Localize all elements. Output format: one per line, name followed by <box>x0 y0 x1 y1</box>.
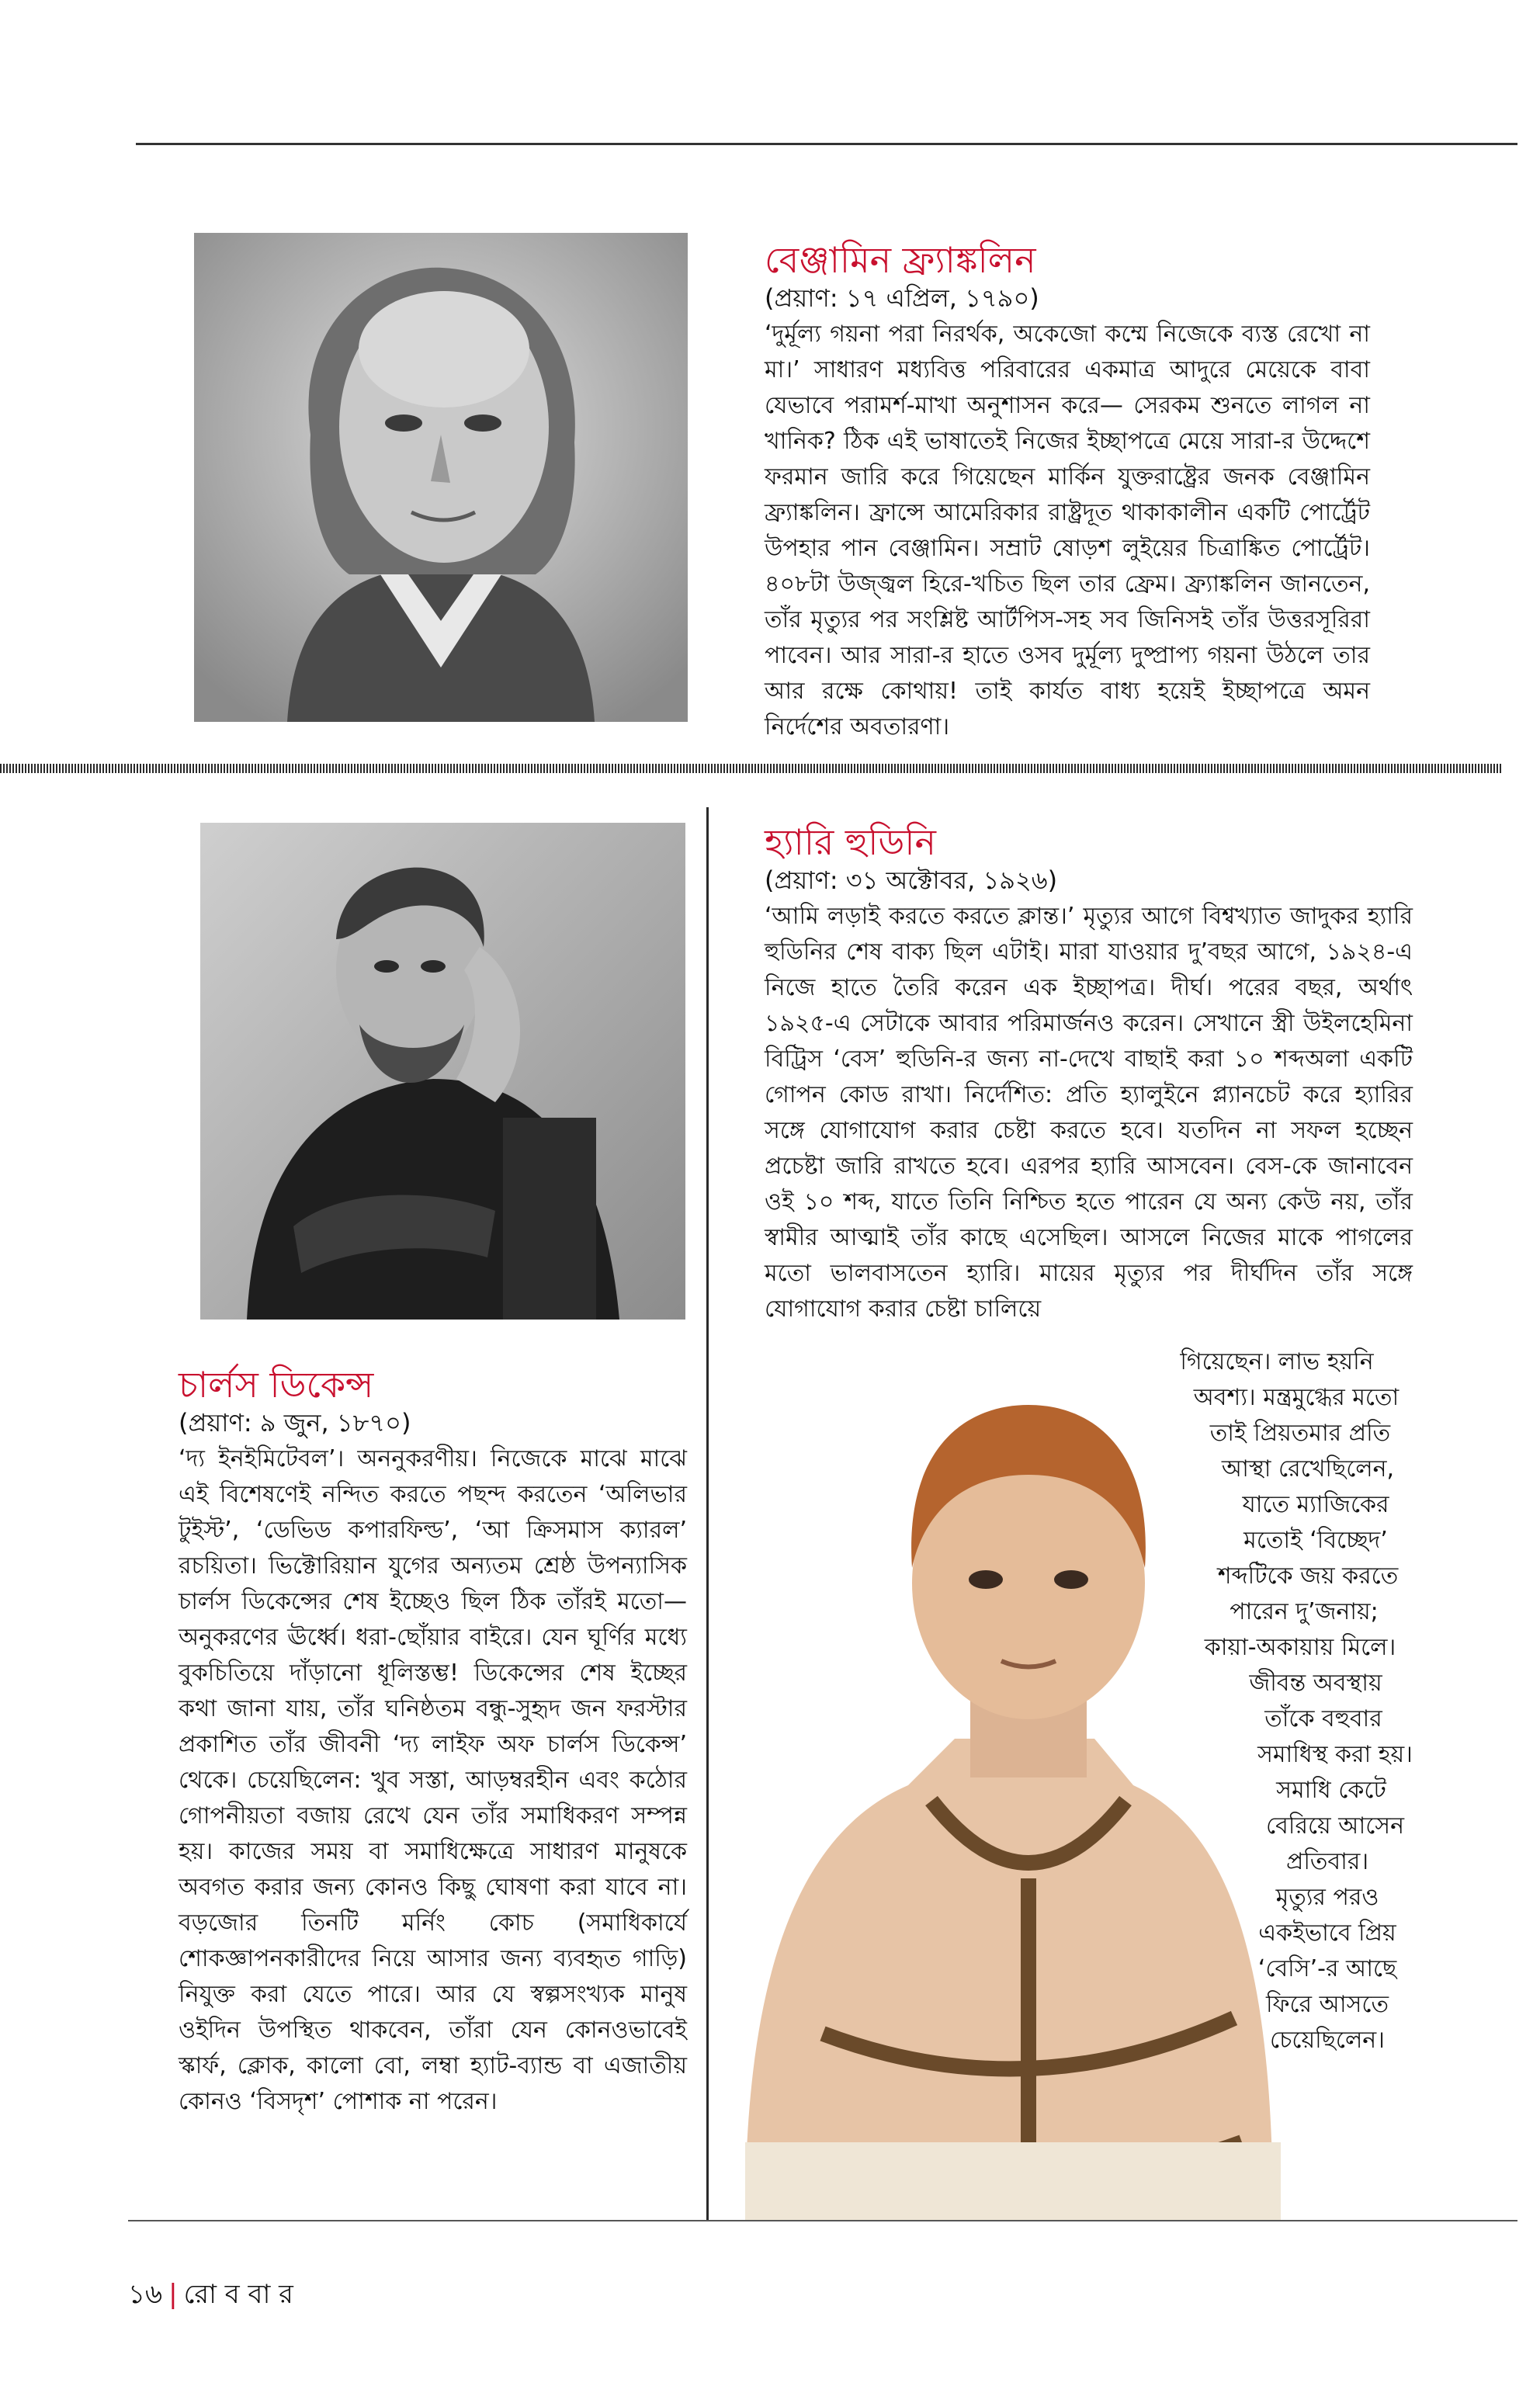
franklin-article <box>765 238 1370 745</box>
franklin-headline: বেঞ্জামিন ফ্র্যাঙ্কলিন <box>765 239 1036 281</box>
houdini-wrap-line-7: শব্দটিকে জয় করতে <box>1217 1562 1399 1590</box>
houdini-wrap-line-6: মতোই ‘বিচ্ছেদ’ <box>1243 1527 1388 1554</box>
section-divider <box>0 764 1502 773</box>
houdini-wrap-line-3: তাই প্রিয়তমার প্রতি <box>1209 1420 1391 1447</box>
houdini-wrap-line-13: সমাধি কেটে <box>1276 1777 1386 1804</box>
houdini-wrap-line-17: একইভাবে প্রিয় <box>1258 1920 1396 1947</box>
column-divider <box>706 807 709 2220</box>
houdini-article <box>765 820 1413 1327</box>
franklin-portrait <box>194 233 688 722</box>
houdini-wrap-line-4: আস্থা রেখেছিলেন, <box>1221 1455 1395 1483</box>
houdini-wrap-line-11: তাঁকে বহুবার <box>1264 1705 1382 1732</box>
houdini-wrap-line-12: সমাধিস্থ করা হয়। <box>1257 1741 1413 1768</box>
houdini-wrap-line-20: চেয়েছিলেন। <box>1270 2027 1385 2054</box>
houdini-body: ‘আমি লড়াই করতে করতে ক্লান্ত।’ মৃত্যুর আগে বিশ্বখ্যাত জাদুকর হ্যারি হুডিনির শেষ বাক্য ছিল এটাই। মারা যাওয়ার দু’বছর আগে, ১৯২৪-এ নিজে হাতে তৈরি করেন এক ইচ্ছাপত্র। দীর্ঘ। পরের বছর, অর্থাৎ ১৯২৫-এ সেটাকে আবার পরিমার্জনও করেন। সেখানে স্ত্রী উইলহেমিনা বিট্রিস ‘বেস’ হুডিনি-র জন্য না-দেখে বাছাই করা ১০ শব্দঅলা একটি গোপন কোড রাখা। নির্দেশিত: প্রতি হ্যালুইনে প্ল্যানচেট করে হ্যারির সঙ্গে যোগাযোগ করার চেষ্টা করতে হবে। যতদিন না সফল হচ্ছেন প্রচেষ্টা জারি রাখতে হবে। এরপর হ্যারি আসবেন। বেস-কে জানাবেন ওই ১০ শব্দ, যাতে তিনি নিশ্চিত হতে পারেন যে অন্য কেউ নয়, তাঁর স্বামীর আত্মাই তাঁর কাছে এসেছিল। আসলে নিজের মাকে পাগলের মতো ভালবাসতেন হ্যারি। মায়ের মৃত্যুর পর দীর্ঘদিন তাঁর সঙ্গে যোগাযোগ করার চেষ্টা চালিয়ে <box>765 903 1413 1323</box>
dickens-body: ‘দ্য ইনইমিটেবল’। অননুকরণীয়। নিজেকে মাঝে মাঝে এই বিশেষণেই নন্দিত করতে পছন্দ করতেন ‘অলিভার টুইস্ট’, ‘ডেভিড কপারফিল্ড’, ‘আ ক্রিসমাস ক্যারল’ রচয়িতা। ভিক্টোরিয়ান যুগের অন্যতম শ্রেষ্ঠ উপন্যাসিক চার্লস ডিকেন্সের শেষ ইচ্ছেও ছিল ঠিক তাঁরই মতো— অনুকরণের ঊর্ধ্বে। ধরা-ছোঁয়ার বাইরে। যেন ঘূর্ণির মধ্যে বুকচিতিয়ে দাঁড়ানো ধূলিস্তম্ভ! ডিকেন্সের শেষ ইচ্ছের কথা জানা যায়, তাঁর ঘনিষ্ঠতম বন্ধু-সুহৃদ জন ফরস্টার প্রকাশিত তাঁর জীবনী ‘দ্য লাইফ অফ চার্লস ডিকেন্স’ থেকে। চেয়েছিলেন: খুব সস্তা, আড়ম্বরহীন এবং কঠোর গোপনীয়তা বজায় রেখে যেন তাঁর সমাধিকরণ সম্পন্ন হয়। কাজের সময় বা সমাধিক্ষেত্রে সাধারণ মানুষকে অবগত করার জন্য কোনও কিছু ঘোষণা করা যাবে না। বড়জোর তিনটি মর্নিং কোচ (সমাধিকার্যে শোকজ্ঞাপনকারীদের নিয়ে আসার জন্য ব্যবহৃত গাড়ি) নিযুক্ত করা যেতে পারে। আর যে স্বল্পসংখ্যক মানুষ ওইদিন উপস্থিত থাকবেন, তাঁরা যেন কোনওভাবেই স্কার্ফ, ক্লোক, কালো বো, লম্বা হ্যাট-ব্যান্ড বা এজাতীয় কোনও ‘বিসদৃশ’ পোশাক না পরেন। <box>179 1445 687 2115</box>
magazine-name: রো ব বা র <box>183 2279 293 2310</box>
houdini-wrap-line-1: গিয়েছেন। লাভ হয়নি <box>1180 1348 1374 1375</box>
top-rule <box>136 143 1517 145</box>
houdini-wrap-line-10: জীবন্ত অবস্থায় <box>1249 1670 1382 1697</box>
houdini-wrap-line-15: প্রতিবার। <box>1285 1848 1369 1875</box>
houdini-wrap-line-18: ‘বেসি’-র আছে <box>1257 1955 1397 1982</box>
page-footer <box>128 2274 293 2318</box>
footer-separator: | <box>168 2279 178 2310</box>
dickens-dates: (প্রয়াণ: ৯ জুন, ১৮৭০) <box>179 1408 411 1438</box>
houdini-wrap-line-5: যাতে ম্যাজিকের <box>1242 1491 1389 1518</box>
dickens-portrait <box>200 823 685 1320</box>
dickens-headline: চার্লস ডিকেন্স <box>179 1364 374 1406</box>
houdini-wrap-line-8: পারেন দু’জনায়; <box>1230 1598 1379 1625</box>
dickens-article <box>179 1362 687 2120</box>
houdini-dates: (প্রয়াণ: ৩১ অক্টোবর, ১৯২৬) <box>765 865 1058 895</box>
houdini-wrap-line-19: ফিরে আসতে <box>1266 1991 1389 2018</box>
houdini-headline: হ্যারি হুডিনি <box>765 821 936 863</box>
franklin-body: ‘দুর্মূল্য গয়না পরা নিরর্থক, অকেজো কম্মে নিজেকে ব্যস্ত রেখো না মা।’ সাধারণ মধ্যবিত্ত পরিবারের একমাত্র আদুরে মেয়েকে বাবা যেভাবে পরামর্শ-মাখা অনুশাসন করে— সেরকম শুনতে লাগল না খানিক? ঠিক এই ভাষাতেই নিজের ইচ্ছাপত্রে মেয়ে সারা-র উদ্দেশে ফরমান জারি করে গিয়েছেন মার্কিন যুক্তরাষ্ট্রের জনক বেঞ্জামিন ফ্র্যাঙ্কলিন। ফ্রান্সে আমেরিকার রাষ্ট্রদূত থাকাকালীন একটি পোর্ট্রেট উপহার পান বেঞ্জামিন। সম্রাট ষোড়শ লুইয়ের চিত্রাঙ্কিত পোর্ট্রেট। ৪০৮টা উজ্জ্বল হিরে-খচিত ছিল তার ফ্রেম। ফ্র্যাঙ্কলিন জানতেন, তাঁর মৃত্যুর পর সংশ্লিষ্ট আর্টপিস-সহ সব জিনিসই তাঁর উত্তরসূরিরা পাবেন। আর সারা-র হাতে ওসব দুর্মূল্য দুষ্প্রাপ্য গয়না উঠলে তার আর রক্ষে কোথায়! তাই কার্যত বাধ্য হয়েই ইচ্ছাপত্রে অমন নির্দেশের অবতারণা। <box>765 321 1370 740</box>
houdini-wrap-line-14: বেরিয়ে আসেন <box>1266 1812 1404 1840</box>
bottom-rule <box>128 2220 1517 2221</box>
franklin-dates: (প্রয়াণ: ১৭ এপ্রিল, ১৭৯০) <box>765 283 1039 313</box>
houdini-wrap-line-9: কায়া-অকায়ায় মিলে। <box>1204 1634 1396 1661</box>
page-number: ১৬ <box>128 2279 163 2310</box>
houdini-wrap-line-16: মৃত্যুর পরও <box>1275 1884 1379 1911</box>
houdini-wrap-line-2: অবশ্য। মন্ত্রমুগ্ধের মতো <box>1193 1384 1400 1411</box>
